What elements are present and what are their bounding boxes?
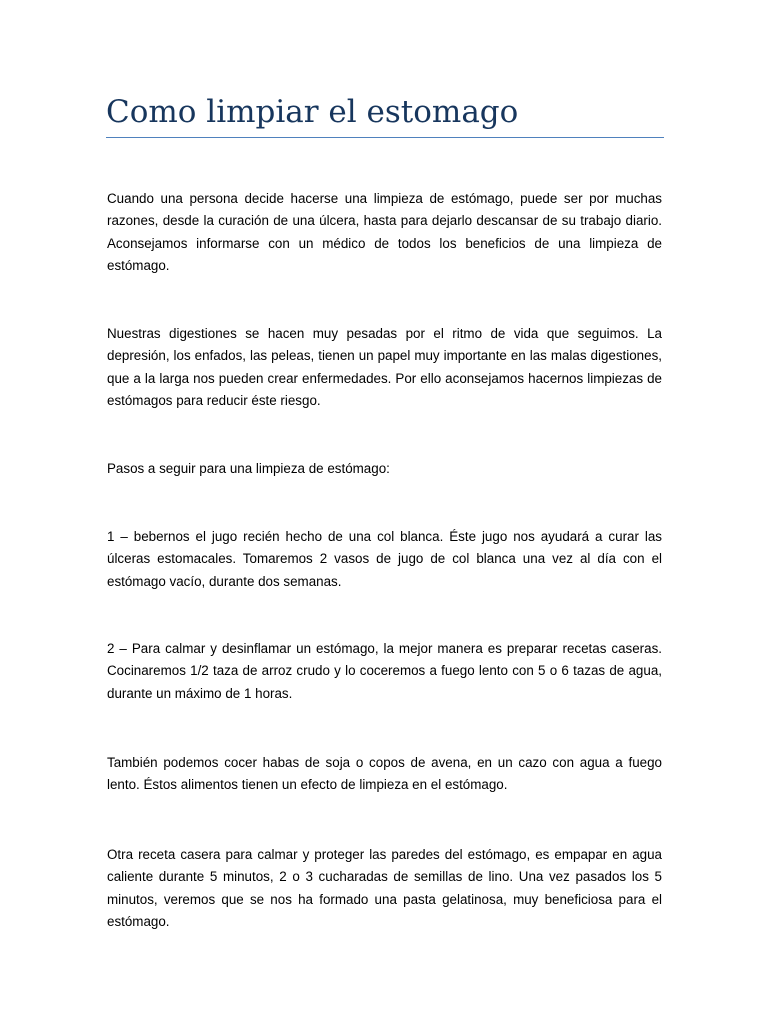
paragraph-soy-oats: También podemos cocer habas de soja o copos de avena, en un cazo con agua a fuego lento. Éstos alimentos tienen un efecto de limpieza en el estómago.: [107, 755, 662, 793]
paragraph-step-2: 2 – Para calmar y desinflamar un estómago, la mejor manera es preparar recetas caseras. Cocinaremos 1/2 taza de arroz crudo y lo coceremos a fuego lento con 5 o 6 tazas de agua, durante un máximo de 1 horas.: [107, 641, 662, 701]
paragraph-steps-heading: Pasos a seguir para una limpieza de estómago:: [107, 461, 390, 476]
title-underline-rule: [106, 137, 664, 138]
paragraph-intro: Cuando una persona decide hacerse una limpieza de estómago, puede ser por muchas razones, desde la curación de una úlcera, hasta para dejarlo descansar de su trabajo diario. Aconsejamos informarse con un médico de todos los beneficios de una limpieza de estómago.: [107, 191, 662, 273]
paragraph-digestion: Nuestras digestiones se hacen muy pesadas por el ritmo de vida que seguimos. La depresión, los enfados, las peleas, tienen un papel muy importante en las malas digestiones, que a la larga nos pueden crear enfermedades. Por ello aconsejamos hacernos limpiezas de estómagos para reducir éste riesgo.: [107, 326, 662, 408]
paragraph-step-1: 1 – bebernos el jugo recién hecho de una col blanca. Éste jugo nos ayudará a curar las úlceras estomacales. Tomaremos 2 vasos de jugo de col blanca una vez al día con el estómago vacío, durante dos semanas.: [107, 529, 662, 589]
paragraph-flax-recipe: Otra receta casera para calmar y proteger las paredes del estómago, es empapar en agua caliente durante 5 minutos, 2 o 3 cucharadas de semillas de lino. Una vez pasados los 5 minutos, veremos que se nos ha formado una pasta gelatinosa, muy beneficiosa para el estómago.: [107, 847, 662, 929]
document-title: Como limpiar el estomago: [106, 94, 519, 130]
